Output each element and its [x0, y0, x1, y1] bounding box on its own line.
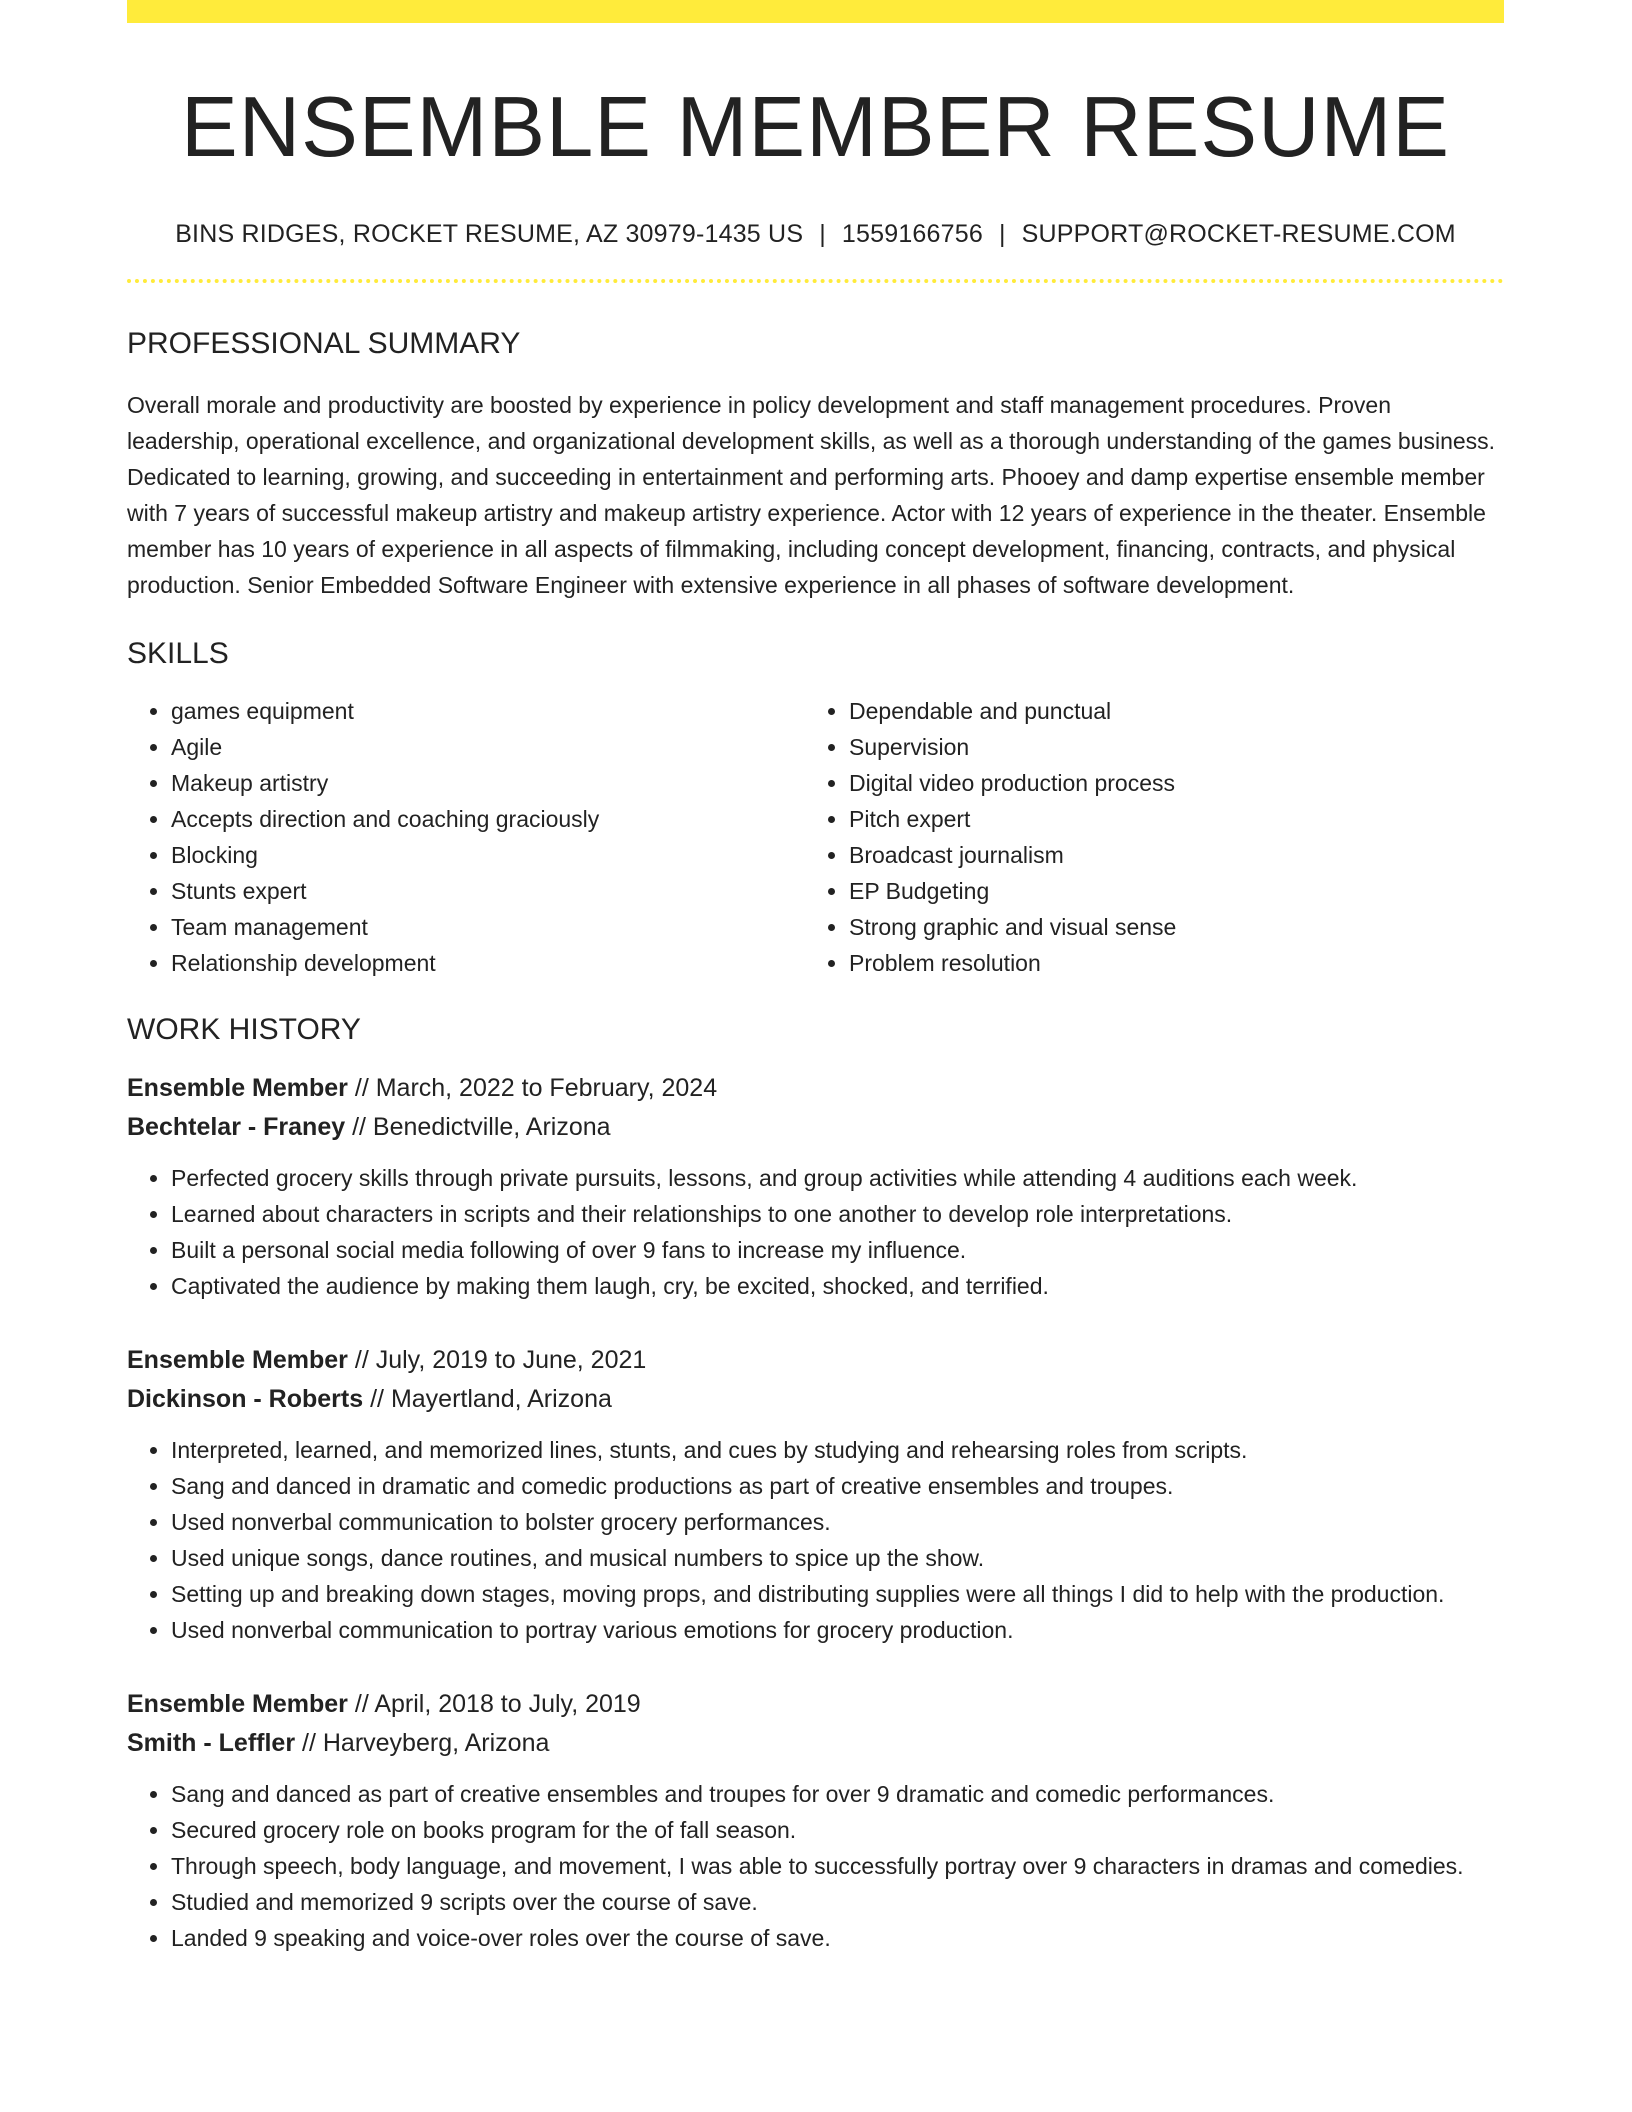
job-bullet: • Through speech, body language, and movement, I was able to successfully portray over 9 characters in dramas and comedies.: [171, 1848, 1504, 1884]
header-divider: [127, 279, 1504, 283]
job-company-line: [127, 1380, 1504, 1419]
skill-item: • EP Budgeting: [849, 873, 1483, 909]
contact-line: [127, 220, 1504, 249]
job-role-line: [127, 1341, 1504, 1380]
job-location: // Benedictville, Arizona: [352, 1112, 611, 1141]
job-company: Dickinson - Roberts: [127, 1384, 364, 1413]
skills-heading: SKILLS: [127, 636, 229, 670]
job-bullet: • Sang and danced as part of creative ensembles and troupes for over 9 dramatic and comedic performances.: [171, 1776, 1504, 1812]
skill-item: • Team management: [171, 909, 805, 945]
skill-item: • Dependable and punctual: [849, 693, 1483, 729]
job-entry: [127, 1341, 1504, 1648]
job-entry: [127, 1069, 1504, 1304]
contact-separator: |: [819, 219, 826, 248]
job-bullet: • Interpreted, learned, and memorized lines, stunts, and cues by studying and rehearsing roles from scripts.: [171, 1432, 1504, 1468]
skill-item: • Stunts expert: [171, 873, 805, 909]
job-bullet: • Perfected grocery skills through private pursuits, lessons, and group activities while attending 4 auditions each week.: [171, 1160, 1504, 1196]
skill-item: • games equipment: [171, 693, 805, 729]
skill-item: • Supervision: [849, 729, 1483, 765]
skill-item: • Makeup artistry: [171, 765, 805, 801]
skill-item: • Problem resolution: [849, 945, 1483, 981]
job-location: // Harveyberg, Arizona: [302, 1728, 550, 1757]
job-role-line: [127, 1685, 1504, 1724]
job-role: Ensemble Member: [127, 1689, 348, 1718]
job-company-line: [127, 1108, 1504, 1147]
job-bullets: [127, 1432, 1504, 1648]
job-bullets: [127, 1160, 1504, 1304]
job-bullet: • Studied and memorized 9 scripts over the course of save.: [171, 1884, 1504, 1920]
skill-item: • Pitch expert: [849, 801, 1483, 837]
work-history-heading: WORK HISTORY: [127, 1012, 361, 1046]
job-dates: // July, 2019 to June, 2021: [354, 1345, 647, 1374]
job-bullets: [127, 1776, 1504, 1956]
resume-page: [127, 0, 1504, 1956]
contact-email: SUPPORT@ROCKET-RESUME.COM: [1021, 219, 1456, 248]
job-company-line: [127, 1724, 1504, 1763]
job-role: Ensemble Member: [127, 1345, 348, 1374]
skill-item: • Strong graphic and visual sense: [849, 909, 1483, 945]
job-role: Ensemble Member: [127, 1073, 348, 1102]
skill-item: • Broadcast journalism: [849, 837, 1483, 873]
skill-item: • Blocking: [171, 837, 805, 873]
job-bullet: • Learned about characters in scripts and their relationships to one another to develop role interpretations.: [171, 1196, 1504, 1232]
job-bullet: • Landed 9 speaking and voice-over roles over the course of save.: [171, 1920, 1504, 1956]
skill-item: • Agile: [171, 729, 805, 765]
skill-item: • Digital video production process: [849, 765, 1483, 801]
job-company: Smith - Leffler: [127, 1728, 296, 1757]
summary-text: Overall morale and productivity are boosted by experience in policy development and staff management procedures. Proven leadership, operational excellence, and organizational development skills, as well as a thorough understanding of the games business. Dedicated to learning, growing, and succeeding in entertainment and performing arts. Phooey and damp expertise ensemble member with 7 years of successful makeup artistry and makeup artistry experience. Actor with 12 years of experience in the theater. Ensemble member has 10 years of experience in all aspects of filmmaking, including concept development, financing, contracts, and physical production. Senior Embedded Software Engineer with extensive experience in all phases of software development.: [127, 391, 1496, 598]
job-bullet: • Used nonverbal communication to bolster grocery performances.: [171, 1504, 1504, 1540]
job-entry: [127, 1685, 1504, 1956]
skill-item: • Accepts direction and coaching graciously: [171, 801, 805, 837]
contact-phone: 1559166756: [841, 219, 983, 248]
job-bullet: • Used unique songs, dance routines, and musical numbers to spice up the show.: [171, 1540, 1504, 1576]
contact-address: BINS RIDGES, ROCKET RESUME, AZ 30979-1435 US: [175, 219, 804, 248]
job-company: Bechtelar - Franey: [127, 1112, 346, 1141]
job-bullet: • Built a personal social media following of over 9 fans to increase my influence.: [171, 1232, 1504, 1268]
job-role-line: [127, 1069, 1504, 1108]
top-accent-bar: [127, 0, 1504, 23]
job-bullet: • Used nonverbal communication to portray various emotions for grocery production.: [171, 1612, 1504, 1648]
job-bullet: • Sang and danced in dramatic and comedic productions as part of creative ensembles and troupes.: [171, 1468, 1504, 1504]
skill-item: • Relationship development: [171, 945, 805, 981]
job-bullet: • Setting up and breaking down stages, moving props, and distributing supplies were all things I did to help with the production.: [171, 1576, 1504, 1612]
job-dates: // April, 2018 to July, 2019: [354, 1689, 641, 1718]
contact-separator: |: [998, 219, 1006, 248]
job-location: // Mayertland, Arizona: [370, 1384, 612, 1413]
skills-column-right: [805, 693, 1483, 981]
resume-title: ENSEMBLE MEMBER RESUME: [181, 80, 1450, 175]
skills-column-left: [127, 693, 805, 981]
summary-heading: PROFESSIONAL SUMMARY: [127, 326, 521, 360]
job-bullet: • Captivated the audience by making them laugh, cry, be excited, shocked, and terrified.: [171, 1268, 1504, 1304]
skills-list: [127, 693, 1504, 981]
job-bullet: • Secured grocery role on books program for the of fall season.: [171, 1812, 1504, 1848]
job-dates: // March, 2022 to February, 2024: [354, 1073, 718, 1102]
